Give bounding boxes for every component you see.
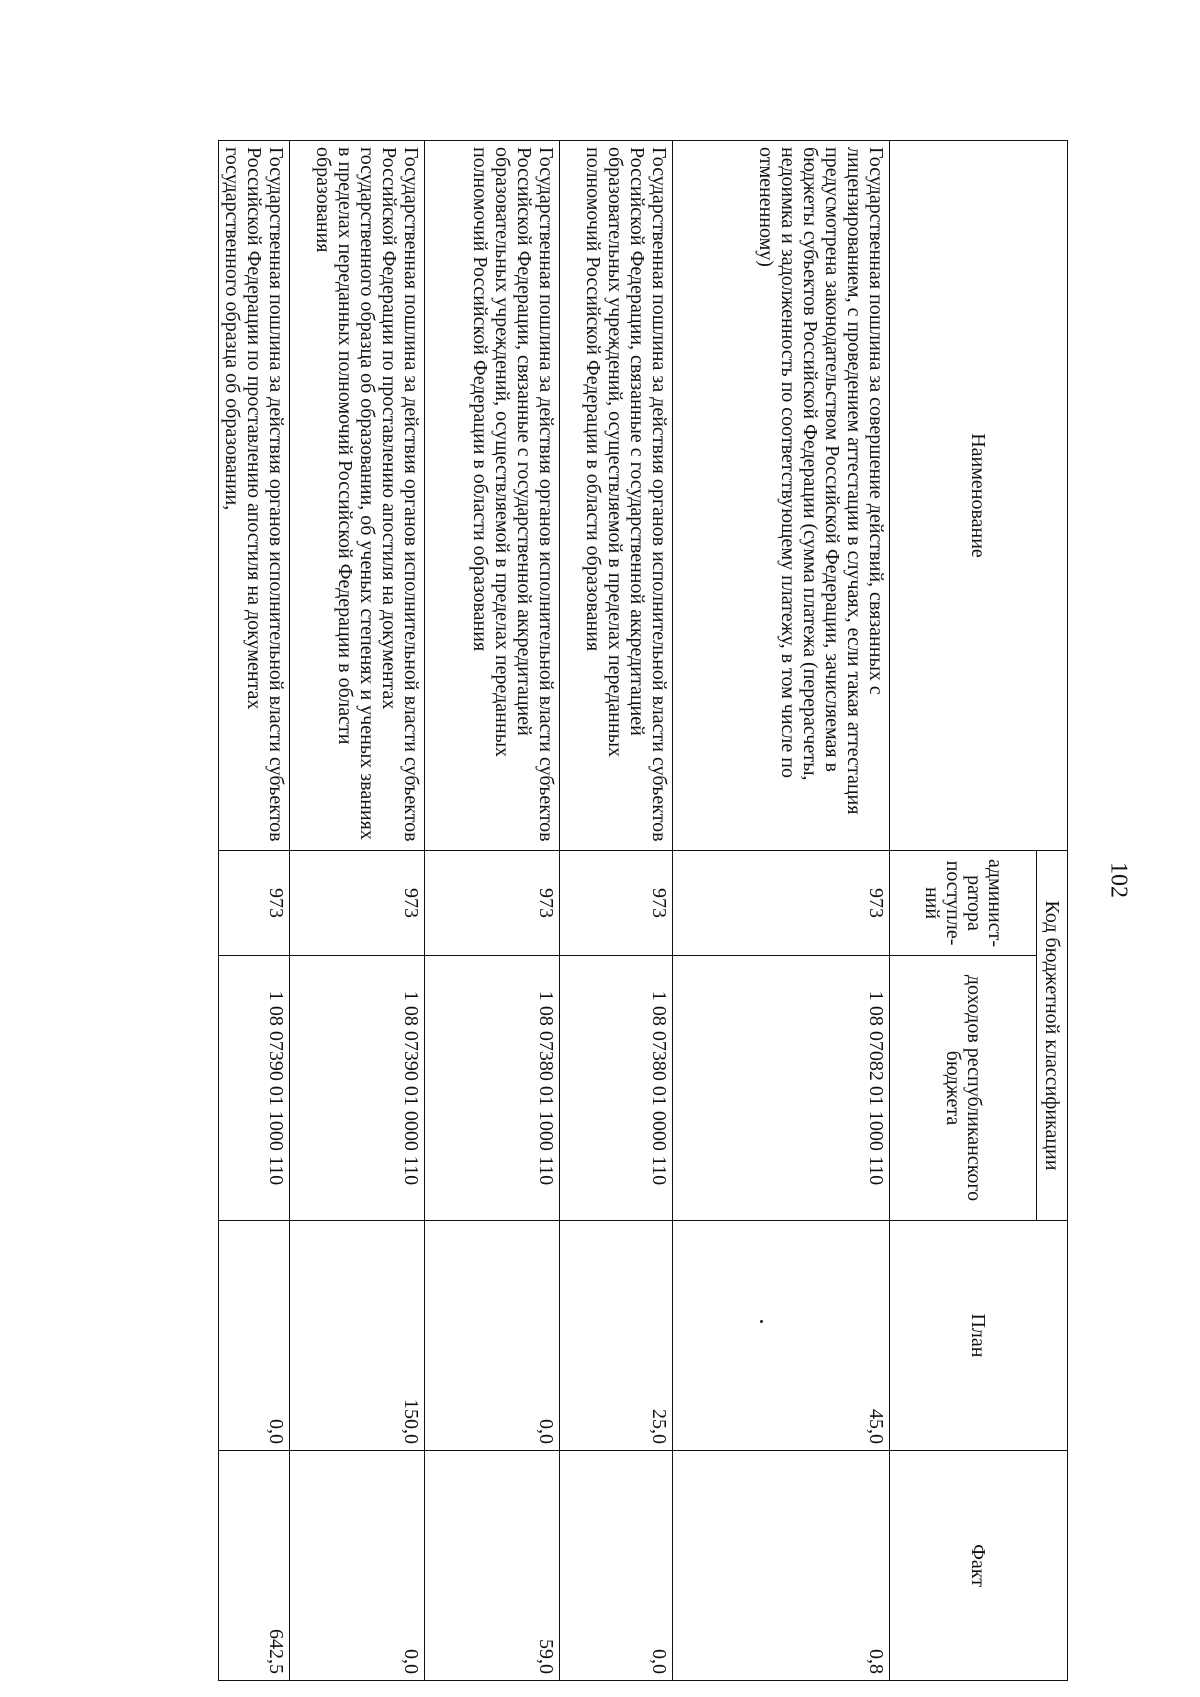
row-name: Государственная пошлина за совершение действий, связанных с лицензированием, с проведением аттестации в случаях, если такая аттестация предусмотрена законодательством Российской Федерации, зачисляемая в бюджеты субъектов Российской Федерации (сумма платежа (перерасчеты, недоимка и задолженность по соответствующему платежу, в том числе по отмененному) xyxy=(673,141,890,851)
header-plan: План xyxy=(890,1221,1068,1451)
header-administrator: админист-ратора поступле-ний xyxy=(890,851,1037,956)
row-name: Государственная пошлина за действия органов исполнительной власти субъектов Российской Федерации, связанные с государственной аккредитацией образовательных учреждений, осуществляемой в пределах переданных полномочий Российской Федерации в области образования xyxy=(425,141,560,851)
table-row xyxy=(290,141,425,1681)
budget-revenue-table xyxy=(218,140,1068,1681)
table-row xyxy=(673,141,890,1681)
row-name: Государственная пошлина за действия органов исполнительной власти субъектов Российской Федерации по проставлению апостиля на документах государственного образца об образовании, об ученых степенях и ученых званиях в пределах переданных полномочий Российской Федерации в области образования xyxy=(290,141,425,851)
header-name: Наименование xyxy=(890,141,1068,851)
row-revenue-code: 1 08 07380 01 0000 110 xyxy=(560,956,673,1221)
header-revenue: доходов республиканского бюджета xyxy=(890,956,1037,1221)
row-admin-code: 973 xyxy=(219,851,290,956)
page-number: 102 xyxy=(1105,862,1132,898)
row-admin-code: 973 xyxy=(560,851,673,956)
budget-revenue-table-wrapper xyxy=(143,140,1068,1680)
row-plan: 45,0 xyxy=(673,1221,890,1451)
row-revenue-code: 1 08 07390 01 0000 110 xyxy=(290,956,425,1221)
row-fact: 0,0 xyxy=(290,1451,425,1681)
table-row xyxy=(560,141,673,1681)
row-fact: 642,5 xyxy=(219,1451,290,1681)
row-admin-code: 973 xyxy=(290,851,425,956)
row-revenue-code: 1 08 07082 01 1000 110 xyxy=(673,956,890,1221)
header-fact: Факт xyxy=(890,1451,1068,1681)
row-revenue-code: 1 08 07390 01 1000 110 xyxy=(219,956,290,1221)
table-row xyxy=(219,141,290,1681)
row-admin-code: 973 xyxy=(425,851,560,956)
row-name: Государственная пошлина за действия органов исполнительной власти субъектов Российской Федерации по проставлению апостиля на документах государственного образца об образовании, xyxy=(219,141,290,851)
row-name: Государственная пошлина за действия органов исполнительной власти субъектов Российской Федерации, связанные с государственной аккредитацией образовательных учреждений, осуществляемой в пределах переданных полномочий Российской Федерации в области образования xyxy=(560,141,673,851)
row-plan: 0,0 xyxy=(425,1221,560,1451)
row-admin-code: 973 xyxy=(673,851,890,956)
header-budget-code-group: Код бюджетной классификации xyxy=(1037,851,1068,1221)
row-fact: 0,0 xyxy=(560,1451,673,1681)
scan-speck xyxy=(760,1320,763,1323)
row-fact: 0,8 xyxy=(673,1451,890,1681)
row-plan: 0,0 xyxy=(219,1221,290,1451)
row-plan: 25,0 xyxy=(560,1221,673,1451)
row-plan: 150,0 xyxy=(290,1221,425,1451)
header-row-1 xyxy=(1037,141,1068,1681)
row-fact: 59,0 xyxy=(425,1451,560,1681)
row-revenue-code: 1 08 07380 01 1000 110 xyxy=(425,956,560,1221)
table-row xyxy=(425,141,560,1681)
